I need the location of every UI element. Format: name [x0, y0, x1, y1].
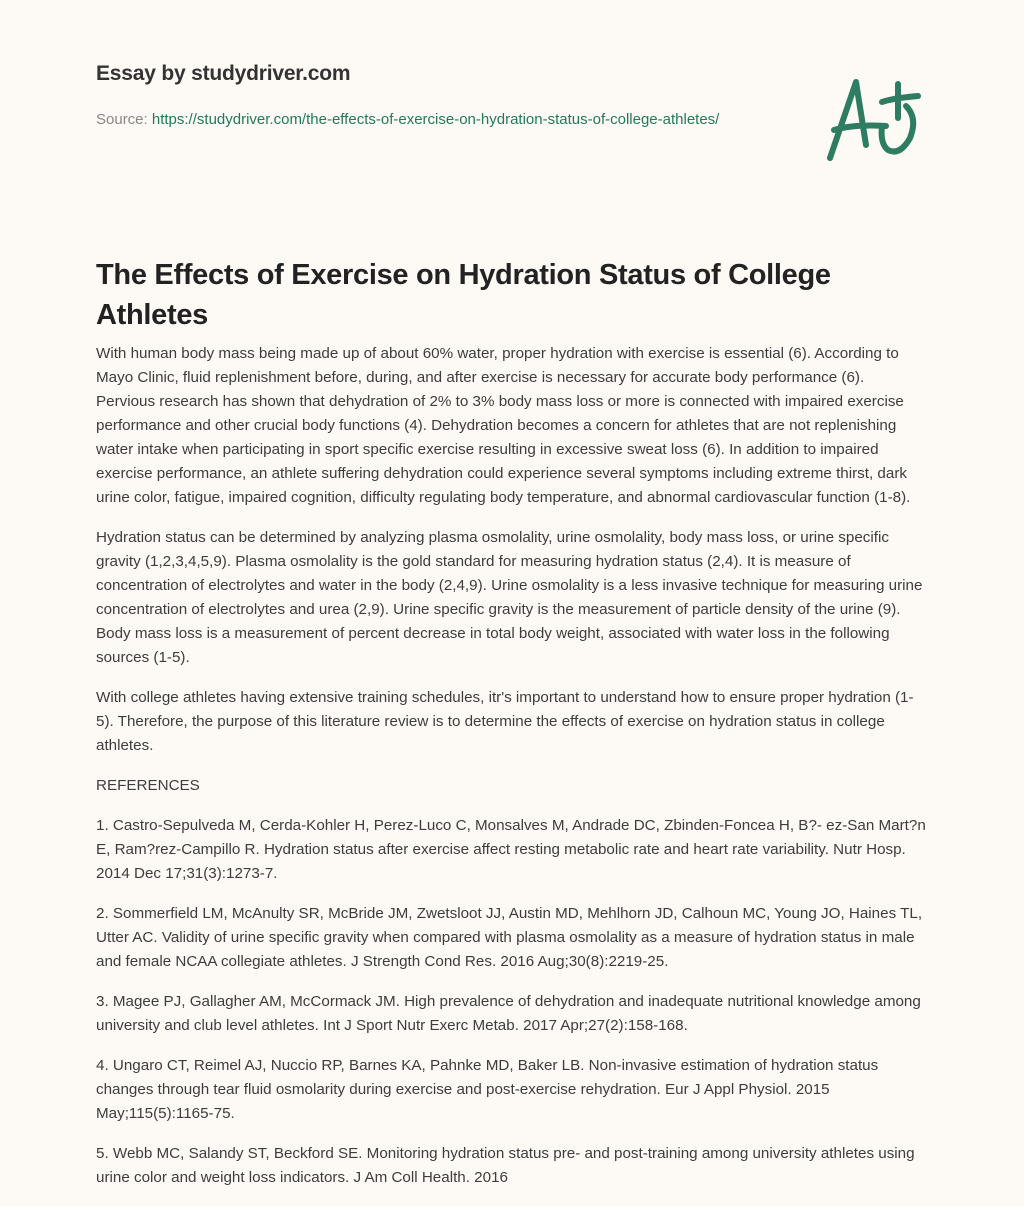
essay-title: The Effects of Exercise on Hydration Status of College Athletes: [96, 259, 831, 331]
references-list: [96, 814, 926, 1190]
essay-body: [96, 342, 926, 1206]
source-link[interactable]: https://studydriver.com/the-effects-of-exercise-on-hydration-status-of-college-athletes/: [151, 111, 720, 128]
reference-item: 1. Castro-Sepulveda M, Cerda-Kohler H, Perez-Luco C, Monsalves M, Andrade DC, Zbinden-Foncea H, B?- ez-San Mart?n E, Ram?rez-Campillo R. Hydration status after exercise affect resting metabolic rate and heart rate variability. Nutr Hosp. 2014 Dec 17;31(3):1273-7.: [96, 817, 926, 882]
reference-item: 4. Ungaro CT, Reimel AJ, Nuccio RP, Barnes KA, Pahnke MD, Baker LB. Non-invasive estimation of hydration status changes through tear fluid osmolarity during exercise and post-exercise rehydration. Eur J Appl Physiol. 2015 May;115(5):1165-75.: [96, 1057, 879, 1122]
references-heading: REFERENCES: [96, 777, 200, 794]
a-plus-grade-icon: [820, 40, 930, 165]
reference-item: 5. Webb MC, Salandy ST, Beckford SE. Monitoring hydration status pre- and post-training among university athletes using urine color and weight loss indicators. J Am Coll Health. 2016: [96, 1145, 915, 1186]
document-header: [96, 62, 756, 132]
brand-title: Essay by studydriver.com: [96, 62, 351, 85]
paragraph: With human body mass being made up of about 60% water, proper hydration with exercise is essential (6). According to Mayo Clinic, fluid replenishment before, during, and after exercise is necessary for accurate body performance (6). Pervious research has shown that dehydration of 2% to 3% body mass loss or more is connected with impaired exercise performance and other crucial body functions (4). Dehydration becomes a concern for athletes that are not replenishing water intake when participating in sport specific exercise resulting in excessive sweat loss (6). In addition to impaired exercise performance, an athlete suffering dehydration could experience several symptoms including extreme thirst, dark urine color, fatigue, impaired cognition, difficulty regulating body temperature, and abnormal cardiovascular function (1-8).: [96, 345, 911, 506]
reference-item: 2. Sommerfield LM, McAnulty SR, McBride JM, Zwetsloot JJ, Austin MD, Mehlhorn JD, Calhoun MC, Young JO, Haines TL, Utter AC. Validity of urine specific gravity when compared with plasma osmolality as a measure of hydration status in male and female NCAA collegiate athletes. J Strength Cond Res. 2016 Aug;30(8):2219-25.: [96, 905, 923, 970]
source-label: Source:: [96, 111, 152, 128]
paragraph: With college athletes having extensive training schedules, itr's important to understand how to ensure proper hydration (1-5). Therefore, the purpose of this literature review is to determine the effects of exercise on hydration status in college athletes.: [96, 689, 914, 754]
paragraph: Hydration status can be determined by analyzing plasma osmolality, urine osmolality, body mass loss, or urine specific gravity (1,2,3,4,5,9). Plasma osmolality is the gold standard for measuring hydration status (2,4). It is measure of concentration of electrolytes and water in the body (2,4,9). Urine osmolality is a less invasive technique for measuring urine concentration of electrolytes and urea (2,9). Urine specific gravity is the measurement of particle density of the urine (9). Body mass loss is a measurement of percent decrease in total body weight, associated with water loss in the following sources (1-5).: [96, 529, 923, 666]
source-line: [96, 108, 756, 132]
reference-item: 3. Magee PJ, Gallagher AM, McCormack JM. High prevalence of dehydration and inadequate nutritional knowledge among university and club level athletes. Int J Sport Nutr Exerc Metab. 2017 Apr;27(2):158-168.: [96, 993, 921, 1034]
